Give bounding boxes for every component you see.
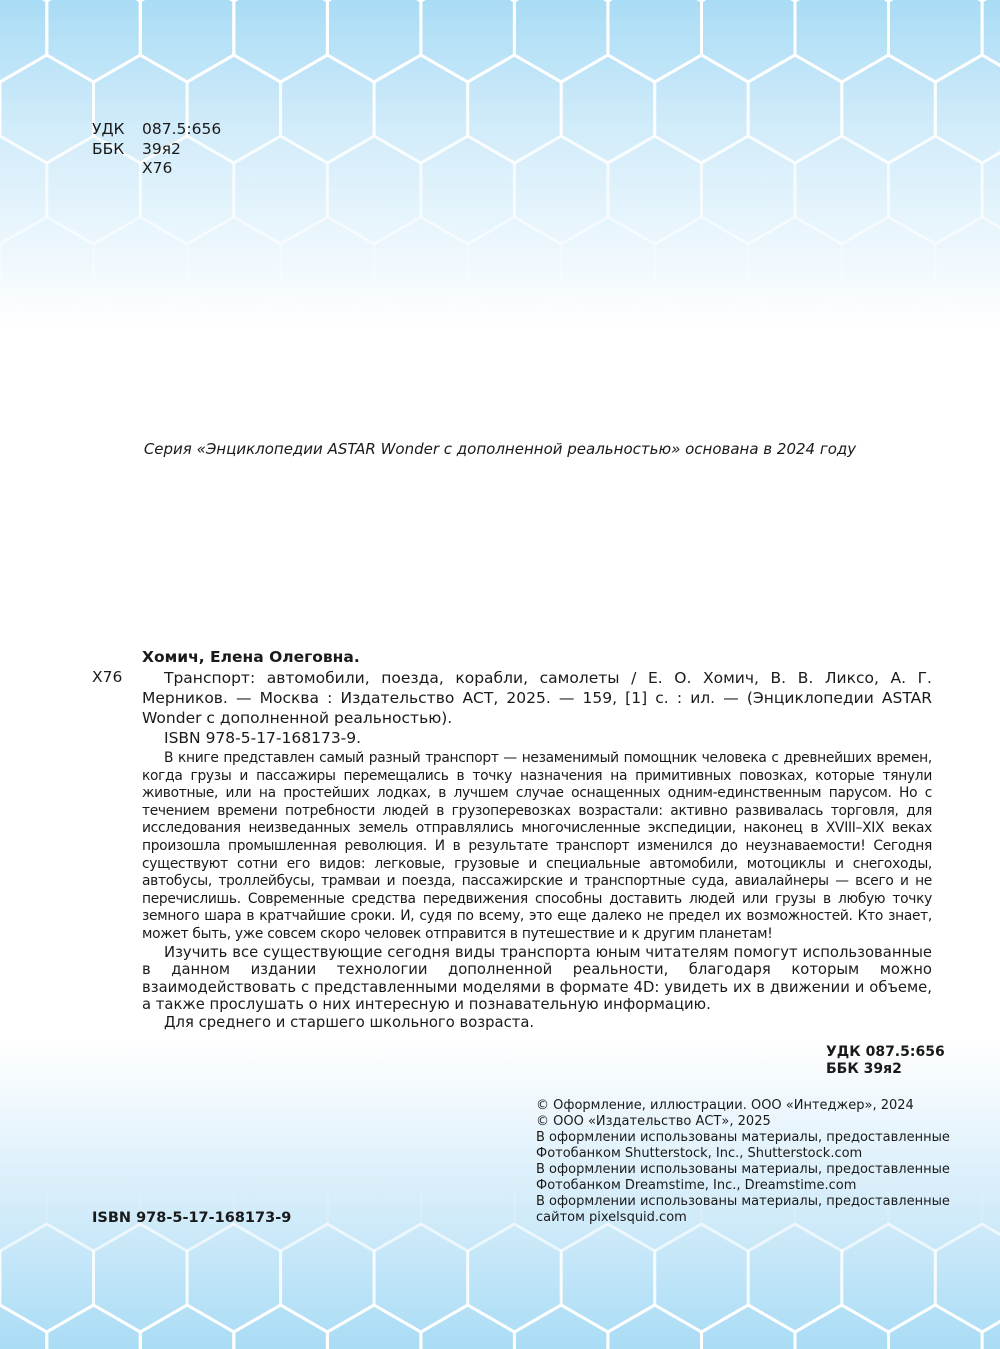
entry-isbn: ISBN 978-5-17-168173-9. — [164, 729, 362, 747]
bbk-code: ББК 39я2 — [826, 1061, 902, 1077]
hexagon-shape-11 — [935, 0, 1000, 1]
hexagon-shape-20 — [514, 0, 608, 82]
hexagon-shape-40 — [0, 1305, 47, 1349]
bbk-value: 39я2 — [142, 139, 181, 158]
hexagon-shape-32 — [468, 55, 562, 163]
hexagon-shape-30 — [281, 1224, 375, 1332]
hexagon-shape-30 — [281, 55, 375, 163]
hexagon-shape-37 — [935, 55, 1000, 163]
hexagon-shape-27 — [0, 55, 94, 163]
hexagon-shape-74 — [702, 298, 796, 320]
annotation-paragraph-2: Изучить все существующие сегодня виды транспорта юным читателям помогут использованные в данном издании технологии дополненной реальности, благодаря которым можно взаимодействовать с представленными моделями в формате 4D: увидеть их в движении и объеме, а также прослушать о них интересную и познавательную информацию. — [142, 943, 932, 1014]
hexagon-shape-47 — [608, 1305, 702, 1349]
hexagon-shape-66 — [0, 298, 47, 320]
hexagon-shape-50 — [889, 1305, 983, 1349]
hexagon-shape-75 — [795, 298, 889, 320]
hexagon-shape-70 — [327, 298, 421, 320]
hexagon-shape-46 — [514, 136, 608, 244]
hexagon-shape-51 — [982, 136, 1000, 244]
hexagon-shape-41 — [47, 1305, 141, 1349]
hexagon-shape-40 — [0, 136, 47, 244]
hexagon-shape-27 — [0, 1224, 94, 1332]
hexagon-shape-68 — [140, 298, 234, 320]
source-dreamstime-line1: В оформлении использованы материалы, предоставленные — [536, 1162, 950, 1177]
hexagon-shape-47 — [608, 136, 702, 244]
copyright-design: © Оформление, иллюстрации. ООО «Интеджер», 2024 — [536, 1098, 914, 1113]
hexagon-shape-76 — [889, 298, 983, 320]
annotation — [142, 750, 932, 1032]
hexagon-shape-16 — [140, 0, 234, 82]
hexagon-shape-34 — [655, 55, 749, 163]
hexagon-shape-37 — [935, 1224, 1000, 1332]
hexagon-shape-25 — [982, 1189, 1000, 1251]
hexagon-shape-42 — [140, 1305, 234, 1349]
hexagon-shape-14 — [0, 1189, 47, 1251]
hexagon-shape-36 — [842, 55, 936, 163]
source-pixelsquid-line2: сайтом pixelsquid.com — [536, 1210, 687, 1225]
hexagon-shape-45 — [421, 1305, 515, 1349]
hexagon-shape-25 — [982, 0, 1000, 82]
udk-label: УДК — [92, 120, 125, 138]
hexagon-shape-36 — [842, 1224, 936, 1332]
hexagon-shape-45 — [421, 136, 515, 244]
hexagon-shape-67 — [47, 298, 141, 320]
classification-codes — [92, 120, 221, 179]
hexagon-shape-33 — [561, 55, 655, 163]
annotation-paragraph-3: Для среднего и старшего школьного возраста. — [164, 1013, 535, 1031]
hexagon-shape-22 — [702, 0, 796, 82]
author-heading: Хомич, Елена Олеговна. — [142, 648, 360, 666]
entry-author-mark: Х76 — [92, 668, 123, 686]
hexagon-shape-18 — [327, 1189, 421, 1251]
hexagon-shape-31 — [374, 1224, 468, 1332]
copyright-publisher: © ООО «Издательство АСТ», 2025 — [536, 1114, 771, 1129]
source-dreamstime-line2: Фотобанком Dreamstime, Inc., Dreamstime.com — [536, 1178, 857, 1193]
hexagon-shape-15 — [47, 0, 141, 82]
bibliographic-description: Транспорт: автомобили, поезда, корабли, самолеты / Е. О. Хомич, В. В. Ликсо, А. Г. Мерников. — Москва : Издательство АСТ, 2025. — 159, [1] с. : ил. — (Энциклопедии ASTAR Wonder с дополненной реальностью). — [142, 669, 932, 727]
hexagon-shape-43 — [234, 1305, 328, 1349]
hexagon-shape-72 — [514, 298, 608, 320]
hexagon-shape-49 — [795, 136, 889, 244]
hexagon-shape-49 — [795, 1305, 889, 1349]
hexagon-shape-35 — [748, 55, 842, 163]
hexagon-shape-77 — [982, 298, 1000, 320]
hexagon-shape-73 — [608, 298, 702, 320]
hexagon-shape-23 — [795, 0, 889, 82]
hexagon-shape-28 — [94, 1224, 188, 1332]
source-pixelsquid-line1: В оформлении использованы материалы, предоставленные — [536, 1194, 950, 1209]
hexagon-shape-35 — [748, 1224, 842, 1332]
annotation-paragraph-1: В книге представлен самый разный транспорт — незаменимый помощник человека с древнейших времен, когда грузы и пассажиры перемещались в точку назначения на примитивных повозках, которые тянули животные, или на простейших лодках, в лучшем случае оснащенных одним-единственным парусом. Но с течением времени потребности людей в грузоперевозках возрастали: активно развивалась торговля, для исследования неизведанных земель отправлялись многочисленные экспедиции, наконец в XVIII–XIX веках произошла промышленная революция. И в результате транспорт изменился до неузнаваемости! Сегодня существуют сотни его видов: легковые, грузовые и специальные автомобили, мотоциклы и снегоходы, автобусы, троллейбусы, трамваи и поезда, пассажирские и транспортные суда, авиалайнеры — всего и не перечислишь. Современные средства передвижения способны доставить людей или грузы в любую точку земного шара в кратчайшие сроки. И, судя по всему, это еще далеко не предел их возможностей. Кто знает, может быть, уже совсем скоро человек отправится в путешествие и к другим планетам! — [142, 750, 932, 942]
hexagon-shape-34 — [655, 1224, 749, 1332]
hexagon-shape-44 — [327, 136, 421, 244]
hexagon-shape-48 — [702, 136, 796, 244]
classification-block — [826, 1044, 945, 1078]
hexagon-shape-32 — [468, 1224, 562, 1332]
hexagon-shape-44 — [327, 1305, 421, 1349]
author-mark: Х76 — [142, 159, 173, 177]
bbk-label: ББК — [92, 139, 125, 158]
copyright-block — [536, 1098, 950, 1226]
hexagon-shape-21 — [608, 0, 702, 82]
hexagon-shape-50 — [889, 136, 983, 244]
hexagon-shape-18 — [327, 0, 421, 82]
hexagon-shape-51 — [982, 1305, 1000, 1349]
hexagon-shape-48 — [702, 1305, 796, 1349]
hexagon-shape-24 — [889, 0, 983, 82]
source-shutterstock-line2: Фотобанком Shutterstock, Inc., Shutterstock.com — [536, 1146, 863, 1161]
isbn-bottom: ISBN 978-5-17-168173-9 — [92, 1210, 292, 1226]
hexagon-shape-19 — [421, 1189, 515, 1251]
hexagon-shape-29 — [187, 1224, 281, 1332]
series-line: Серия «Энциклопедии ASTAR Wonder с дополненной реальностью» основана в 2024 году — [143, 440, 857, 458]
udk-code: УДК 087.5:656 — [826, 1044, 945, 1060]
udk-value: 087.5:656 — [142, 120, 222, 138]
hexagon-shape-46 — [514, 1305, 608, 1349]
hexagon-shape-71 — [421, 298, 515, 320]
hexagon-shape-69 — [234, 298, 328, 320]
source-shutterstock-line1: В оформлении использованы материалы, предоставленные — [536, 1130, 950, 1145]
hexagon-shape-19 — [421, 0, 515, 82]
hexagon-shape-17 — [234, 0, 328, 82]
hexagon-shape-43 — [234, 136, 328, 244]
hexagon-shape-31 — [374, 55, 468, 163]
hexagon-shape-33 — [561, 1224, 655, 1332]
